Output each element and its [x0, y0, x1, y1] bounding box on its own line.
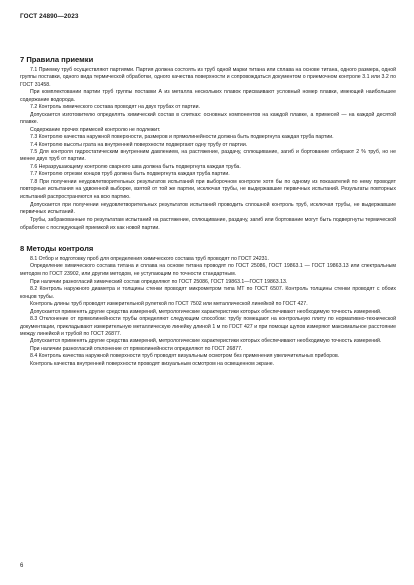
- paragraph: 8.4 Контроль качества наружной поверхности труб проводят визуальным осмотром без применения увеличительных приборов.: [30, 353, 340, 360]
- paragraph: 7.5 Для контроля гидростатическим внутренним давлением, на растяжение, раздачу, сплющивание, загиб и бортование отбирают 2 % труб, но не менее двух труб от партии.: [20, 148, 396, 163]
- document-body: [20, 55, 396, 369]
- paragraph: Допускается изготовителю определять химический состав в слитках: основных компонентов на каждой плавке, а примесей — на каждой десятой плавке.: [20, 111, 396, 126]
- paragraph: 7.3 Контролю качества наружной поверхности, размеров и прямолинейности должна быть подвергнута каждая труба партии.: [30, 134, 334, 141]
- document-header: ГОСТ 24890—2023: [20, 13, 79, 20]
- paragraph: Контроль длины труб проводят измерительной рулеткой по ГОСТ 7502 или металлической линейкой по ГОСТ 427.: [30, 301, 308, 308]
- paragraph: 7.7 Контролю отрезки концов труб должна быть подвергнута каждая труба партии.: [30, 171, 230, 178]
- paragraph: 7.2 Контроль химического состава проводят на двух трубах от партии.: [30, 104, 200, 111]
- paragraph: 7.6 Неразрушающему контролю сварного шва должна быть подвергнута каждая труба.: [30, 163, 241, 170]
- paragraph: Контроль качества внутренней поверхности проводят визуальным осмотром на освещенном экране.: [30, 361, 275, 368]
- paragraph: При наличии разногласий отклонение от прямолинейности определяют по ГОСТ 26877.: [30, 345, 243, 352]
- paragraph: Допускается применять другие средства измерений, метрологические характеристики которых обеспечивают необходимую точность измерений.: [30, 308, 382, 315]
- paragraph: При наличии разногласий химический состав определяют по ГОСТ 25086, ГОСТ 19863.1—ГОСТ 19863.13.: [30, 278, 288, 285]
- page-number: 6: [20, 563, 24, 569]
- paragraph: 7.4 Контролю высоты грата на внутренней поверхности подвергают одну трубу от партии.: [30, 141, 248, 148]
- paragraph: Определение химического состава титана и сплава на основе титана проводят по ГОСТ 25086, ГОСТ 19863.1 — ГОСТ 19863.13 или спектральным методом по ГОСТ 23902, или другим методом, не уступающим по точности стандартным.: [20, 263, 396, 277]
- section-title: 7 Правила приемки: [20, 55, 94, 64]
- paragraph: 7.8 При получении неудовлетворительных результатов испытаний при выборочном контроле хотя бы по одному из показателей по нему проводят повторные испытания на удвоенной выборке, взятой от той же партии, исключая трубы, не выдержавшие первичных испытаний. Результаты повторных испытаний распространяются на всю партию.: [20, 178, 396, 200]
- paragraph: 8.2 Контроль наружного диаметра и толщины стенки проводят микрометром типа МТ по ГОСТ 6507. Контроль толщины стенки проводят с обоих концов трубы.: [20, 286, 396, 300]
- paragraph: Трубы, забракованные по результатам испытаний на растяжение, сплющивание, раздачу, загиб или бортование могут быть подвергнуты термической обработке с последующей приемкой их как новой партии.: [20, 217, 396, 231]
- paragraph: При комплектовании партии труб группы поставки А из металла нескольких плавок присваивают условный номер плавки, имеющей наибольшее содержание водорода.: [20, 89, 396, 103]
- section-title: 8 Методы контроля: [20, 243, 94, 253]
- paragraph: 8.3 Отклонение от прямолинейности трубы определяют следующим способом: трубу помещают на контрольную плиту по нормативно-технической документации, прикладывают измерительную металлическую линейку длиной 1 м по ГОСТ 427 и при помощи щупов измеряют максимальное расстояние между линейкой и трубой по ГОСТ 26877.: [20, 316, 396, 337]
- section-7: [20, 55, 396, 232]
- paragraph: Допускается применять другие средства измерений, метрологические характеристики которых обеспечивают необходимую точность измерений.: [30, 338, 382, 345]
- paragraph: 7.1 Приемку труб осуществляют партиями. Партия должна состоять из труб одной марки титана или сплава на основе титана, одного размера, одной группы поставки, одного вида термической обработки, одного качества поверхности и сопровождаться документом о приемочном контроле 3.1 или 3.2 по ГОСТ 31458.: [20, 67, 396, 88]
- section-8: [20, 244, 396, 369]
- paragraph: 8.1 Отбор и подготовку проб для определения химического состава труб проводят по ГОСТ 24231.: [30, 255, 269, 262]
- paragraph: Допускается при получении неудовлетворительных результатов испытаний проводить сплошной контроль труб, исключая трубы, не выдержавшие первичных испытаний.: [20, 201, 396, 216]
- paragraph: Содержание прочих примесей контролю не подлежит.: [30, 126, 161, 133]
